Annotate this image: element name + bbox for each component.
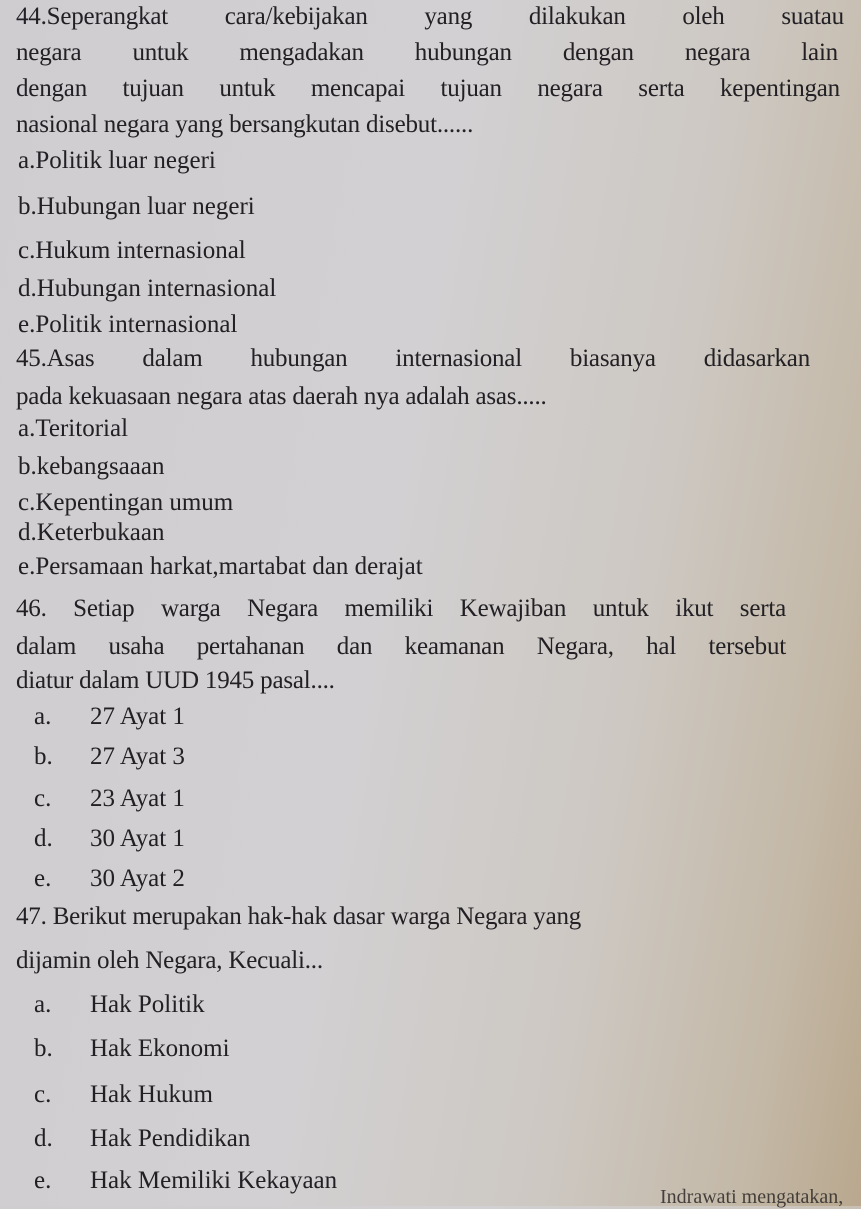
option-text: Hak Politik: [90, 991, 205, 1018]
option-letter: d.: [34, 1125, 53, 1152]
question-44-option-e: [18, 310, 237, 340]
question-46-line-3: diatur dalam UUD 1945 pasal....: [16, 667, 335, 694]
option-letter: a.: [34, 991, 52, 1018]
question-44-line-3: dengan tujuan untuk mencapai tujuan negara serta kepentingan: [16, 75, 840, 102]
option-letter: c.: [18, 237, 36, 264]
option-letter: b.: [18, 193, 37, 220]
question-47-option-c: [34, 1080, 213, 1110]
question-47-option-e: [34, 1166, 337, 1196]
option-text: Politik internasional: [35, 311, 238, 338]
option-text: Hak Memiliki Kekayaan: [90, 1167, 338, 1194]
option-text: 23 Ayat 1: [90, 785, 185, 812]
question-46-line-1: 46. Setiap warga Negara memiliki Kewajiban untuk ikut serta: [16, 595, 786, 622]
question-46-option-a: [34, 702, 185, 732]
option-letter: e.: [34, 865, 52, 892]
question-44-option-a: [18, 146, 216, 176]
option-letter: d.: [18, 519, 37, 546]
option-letter: c.: [34, 785, 52, 812]
question-44-option-d: [18, 274, 276, 304]
option-text: Hukum internasional: [35, 237, 246, 264]
question-46-line-2: dalam usaha pertahanan dan keamanan Negara, hal tersebut: [16, 633, 786, 660]
option-letter: a.: [18, 415, 36, 442]
option-text: Hak Ekonomi: [90, 1035, 230, 1062]
option-letter: d.: [18, 275, 37, 302]
cut-off-text-fragment: Indrawati mengatakan,: [660, 1186, 844, 1208]
question-46-option-b: [34, 742, 185, 772]
option-letter: b.: [34, 743, 53, 770]
question-44-line-4: nasional negara yang bersangkutan disebut......: [16, 111, 474, 138]
question-47-option-a: [34, 990, 205, 1020]
option-letter: e.: [34, 1167, 52, 1194]
option-text: 27 Ayat 3: [90, 743, 185, 770]
option-text: 30 Ayat 2: [90, 865, 185, 892]
option-text: 27 Ayat 1: [90, 703, 185, 730]
option-text: Hubungan internasional: [36, 275, 277, 302]
option-letter: e.: [18, 311, 36, 338]
option-text: 30 Ayat 1: [90, 825, 185, 852]
question-44-option-c: [18, 236, 246, 266]
question-45-option-a: [18, 414, 128, 444]
option-letter: a.: [18, 147, 36, 174]
question-46-option-c: [34, 784, 185, 814]
option-text: Hak Hukum: [90, 1081, 213, 1108]
question-44-line-1: 44.Seperangkat cara/kebijakan yang dilakukan oleh suatau: [16, 3, 844, 30]
question-45-option-e: [18, 552, 423, 582]
option-letter: a.: [34, 703, 52, 730]
question-44-line-2: negara untuk mengadakan hubungan dengan negara lain: [16, 39, 838, 66]
option-text: Politik luar negeri: [35, 147, 216, 174]
option-letter: e.: [18, 553, 36, 580]
option-letter: b.: [18, 453, 37, 480]
option-text: kebangsaaan: [36, 453, 165, 480]
option-letter: d.: [34, 825, 53, 852]
question-47-line-2: dijamin oleh Negara, Kecuali...: [16, 947, 323, 974]
question-46-option-e: [34, 864, 185, 894]
question-45-line-1: 45.Asas dalam hubungan internasional biasanya didasarkan: [16, 345, 810, 372]
option-text: Keterbukaan: [36, 519, 165, 546]
question-45-line-2: pada kekuasaan negara atas daerah nya adalah asas.....: [16, 383, 547, 410]
question-47-option-b: [34, 1034, 230, 1064]
option-text: Persamaan harkat,martabat dan derajat: [35, 553, 423, 580]
option-letter: c.: [34, 1081, 52, 1108]
option-letter: b.: [34, 1035, 53, 1062]
question-47-line-1: 47. Berikut merupakan hak-hak dasar warga Negara yang: [16, 903, 582, 930]
question-45-option-c: [18, 488, 233, 518]
question-45-option-b: [18, 452, 164, 482]
question-46-option-d: [34, 824, 185, 854]
option-text: Teritorial: [35, 415, 129, 442]
question-44-option-b: [18, 192, 255, 222]
question-45-option-d: [18, 518, 164, 548]
question-47-option-d: [34, 1124, 250, 1154]
option-text: Hubungan luar negeri: [36, 193, 255, 220]
option-text: Kepentingan umum: [35, 489, 234, 516]
option-letter: c.: [18, 489, 36, 516]
option-text: Hak Pendidikan: [90, 1125, 251, 1152]
